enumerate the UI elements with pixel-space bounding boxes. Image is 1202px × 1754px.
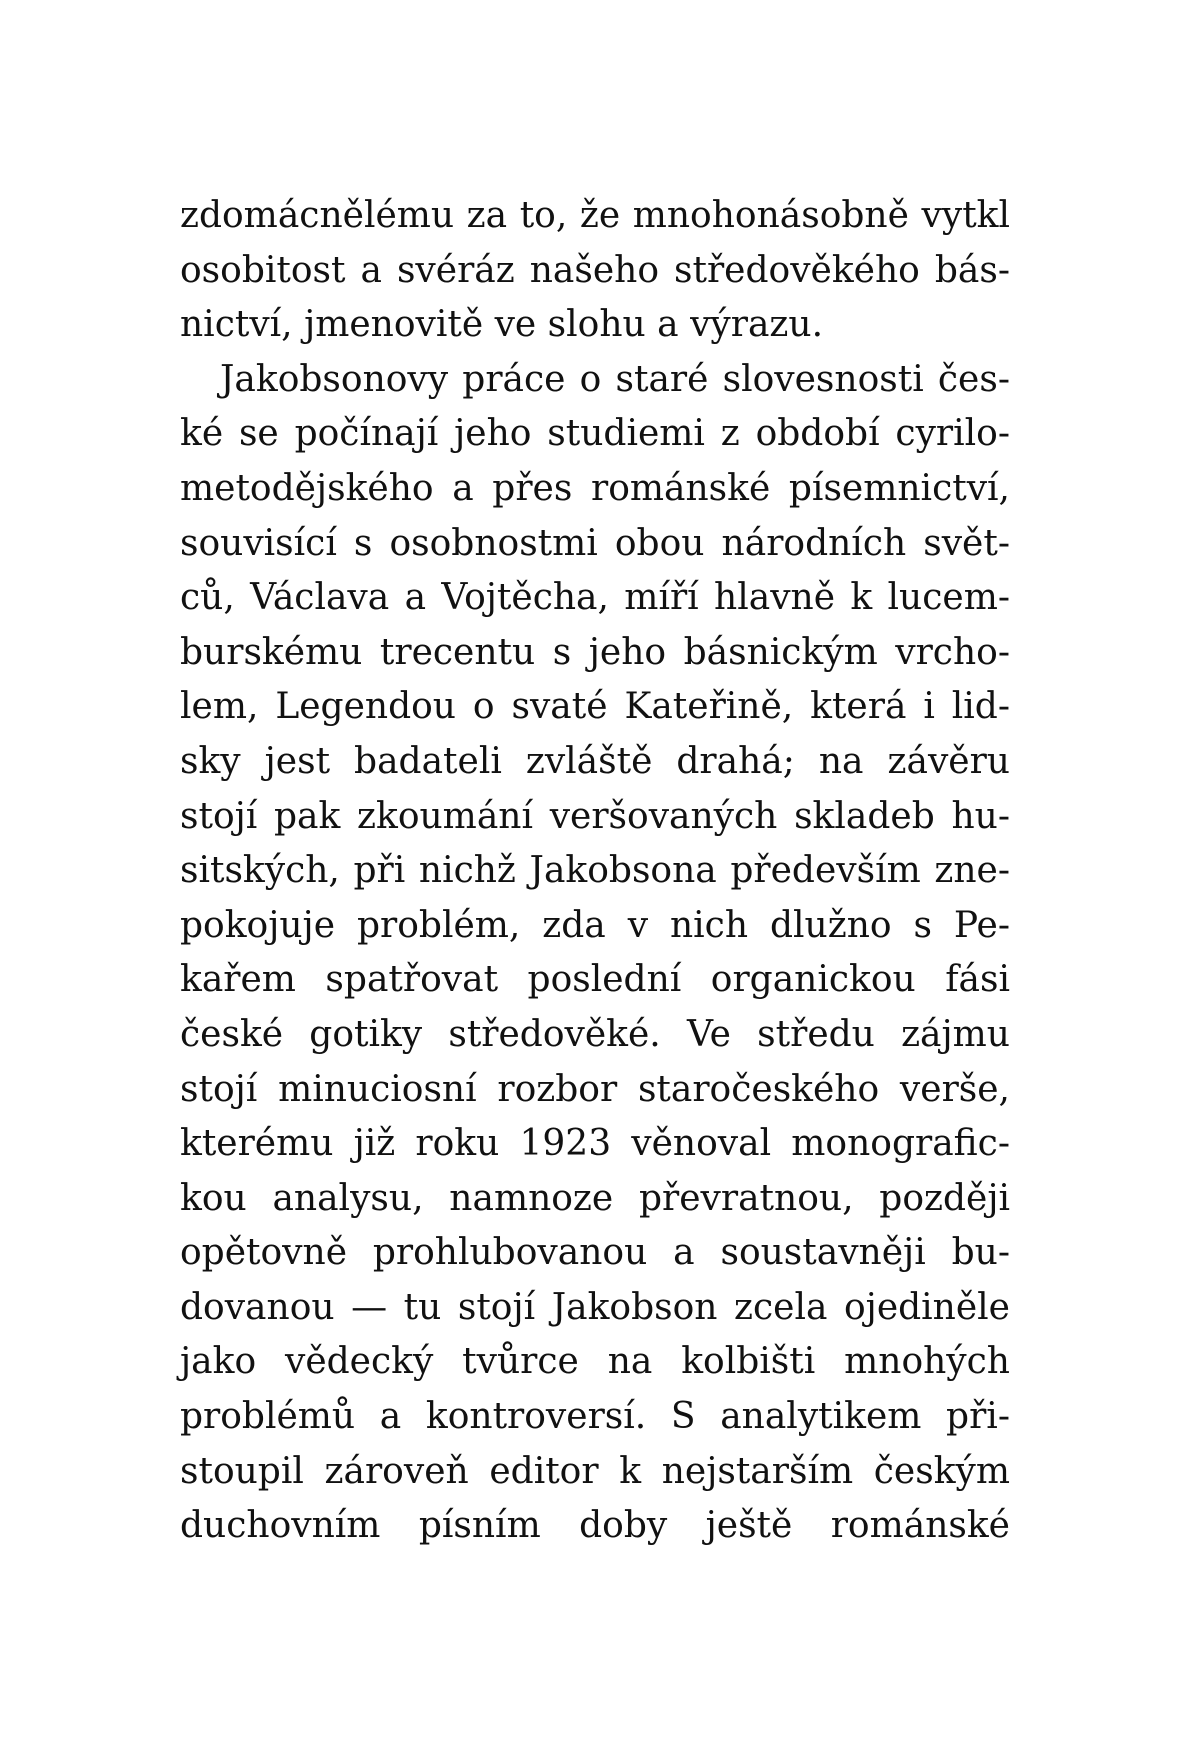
text-line: stoupil zároveň editor k nejstarším českým bbox=[180, 1450, 1010, 1492]
text-line: osobitost a svéráz našeho středověkého bás- bbox=[180, 249, 1010, 291]
text-line: burskému trecentu s jeho básnickým vrcho- bbox=[180, 631, 1010, 673]
text-line: duchovním písním doby ještě románské bbox=[180, 1505, 1010, 1547]
text-line: lem, Legendou o svaté Kateřině, která i lid- bbox=[180, 686, 1010, 728]
text-line: kařem spatřovat poslední organickou fási bbox=[180, 959, 1010, 1001]
text-line: sitských, při nichž Jakobsona především zne- bbox=[180, 850, 1010, 892]
text-line: Jakobsonovy práce o staré slovesnosti čes- bbox=[220, 358, 1010, 400]
text-line: stojí pak zkoumání veršovaných skladeb hu- bbox=[180, 795, 1010, 837]
text-line: kterému již roku 1923 věnoval monografic- bbox=[180, 1123, 1010, 1165]
text-line: metodějského a přes románské písemnictví, bbox=[180, 467, 1010, 509]
text-line: nictví, jmenovitě ve slohu a výrazu. bbox=[180, 304, 824, 346]
text-line: kou analysu, namnoze převratnou, později bbox=[180, 1177, 1010, 1219]
text-line: jako vědecký tvůrce na kolbišti mnohých bbox=[180, 1341, 1010, 1383]
text-line: české gotiky středověké. Ve středu zájmu bbox=[180, 1013, 1010, 1055]
text-line: opětovně prohlubovanou a soustavněji bu- bbox=[180, 1232, 1010, 1274]
text-line: zdomácnělému za to, že mnohonásobně vytkl bbox=[180, 195, 1010, 236]
text-line: pokojuje problém, zda v nich dlužno s Pe- bbox=[180, 904, 1010, 946]
body-text bbox=[180, 189, 1010, 1554]
text-line: ců, Václava a Vojtěcha, míří hlavně k lucem- bbox=[180, 577, 1010, 619]
text-line: sky jest badateli zvláště drahá; na závěru bbox=[180, 740, 1010, 782]
text-line: stojí minuciosní rozbor staročeského verše, bbox=[180, 1068, 1010, 1110]
text-line: problémů a kontroversí. S analytikem při- bbox=[180, 1396, 1010, 1438]
text-line: dovanou — tu stojí Jakobson zcela ojediněle bbox=[180, 1286, 1010, 1328]
text-line: ké se počínají jeho studiemi z období cyrilo- bbox=[180, 413, 1010, 455]
text-line: souvisící s osobnostmi obou národních svět- bbox=[180, 522, 1010, 564]
